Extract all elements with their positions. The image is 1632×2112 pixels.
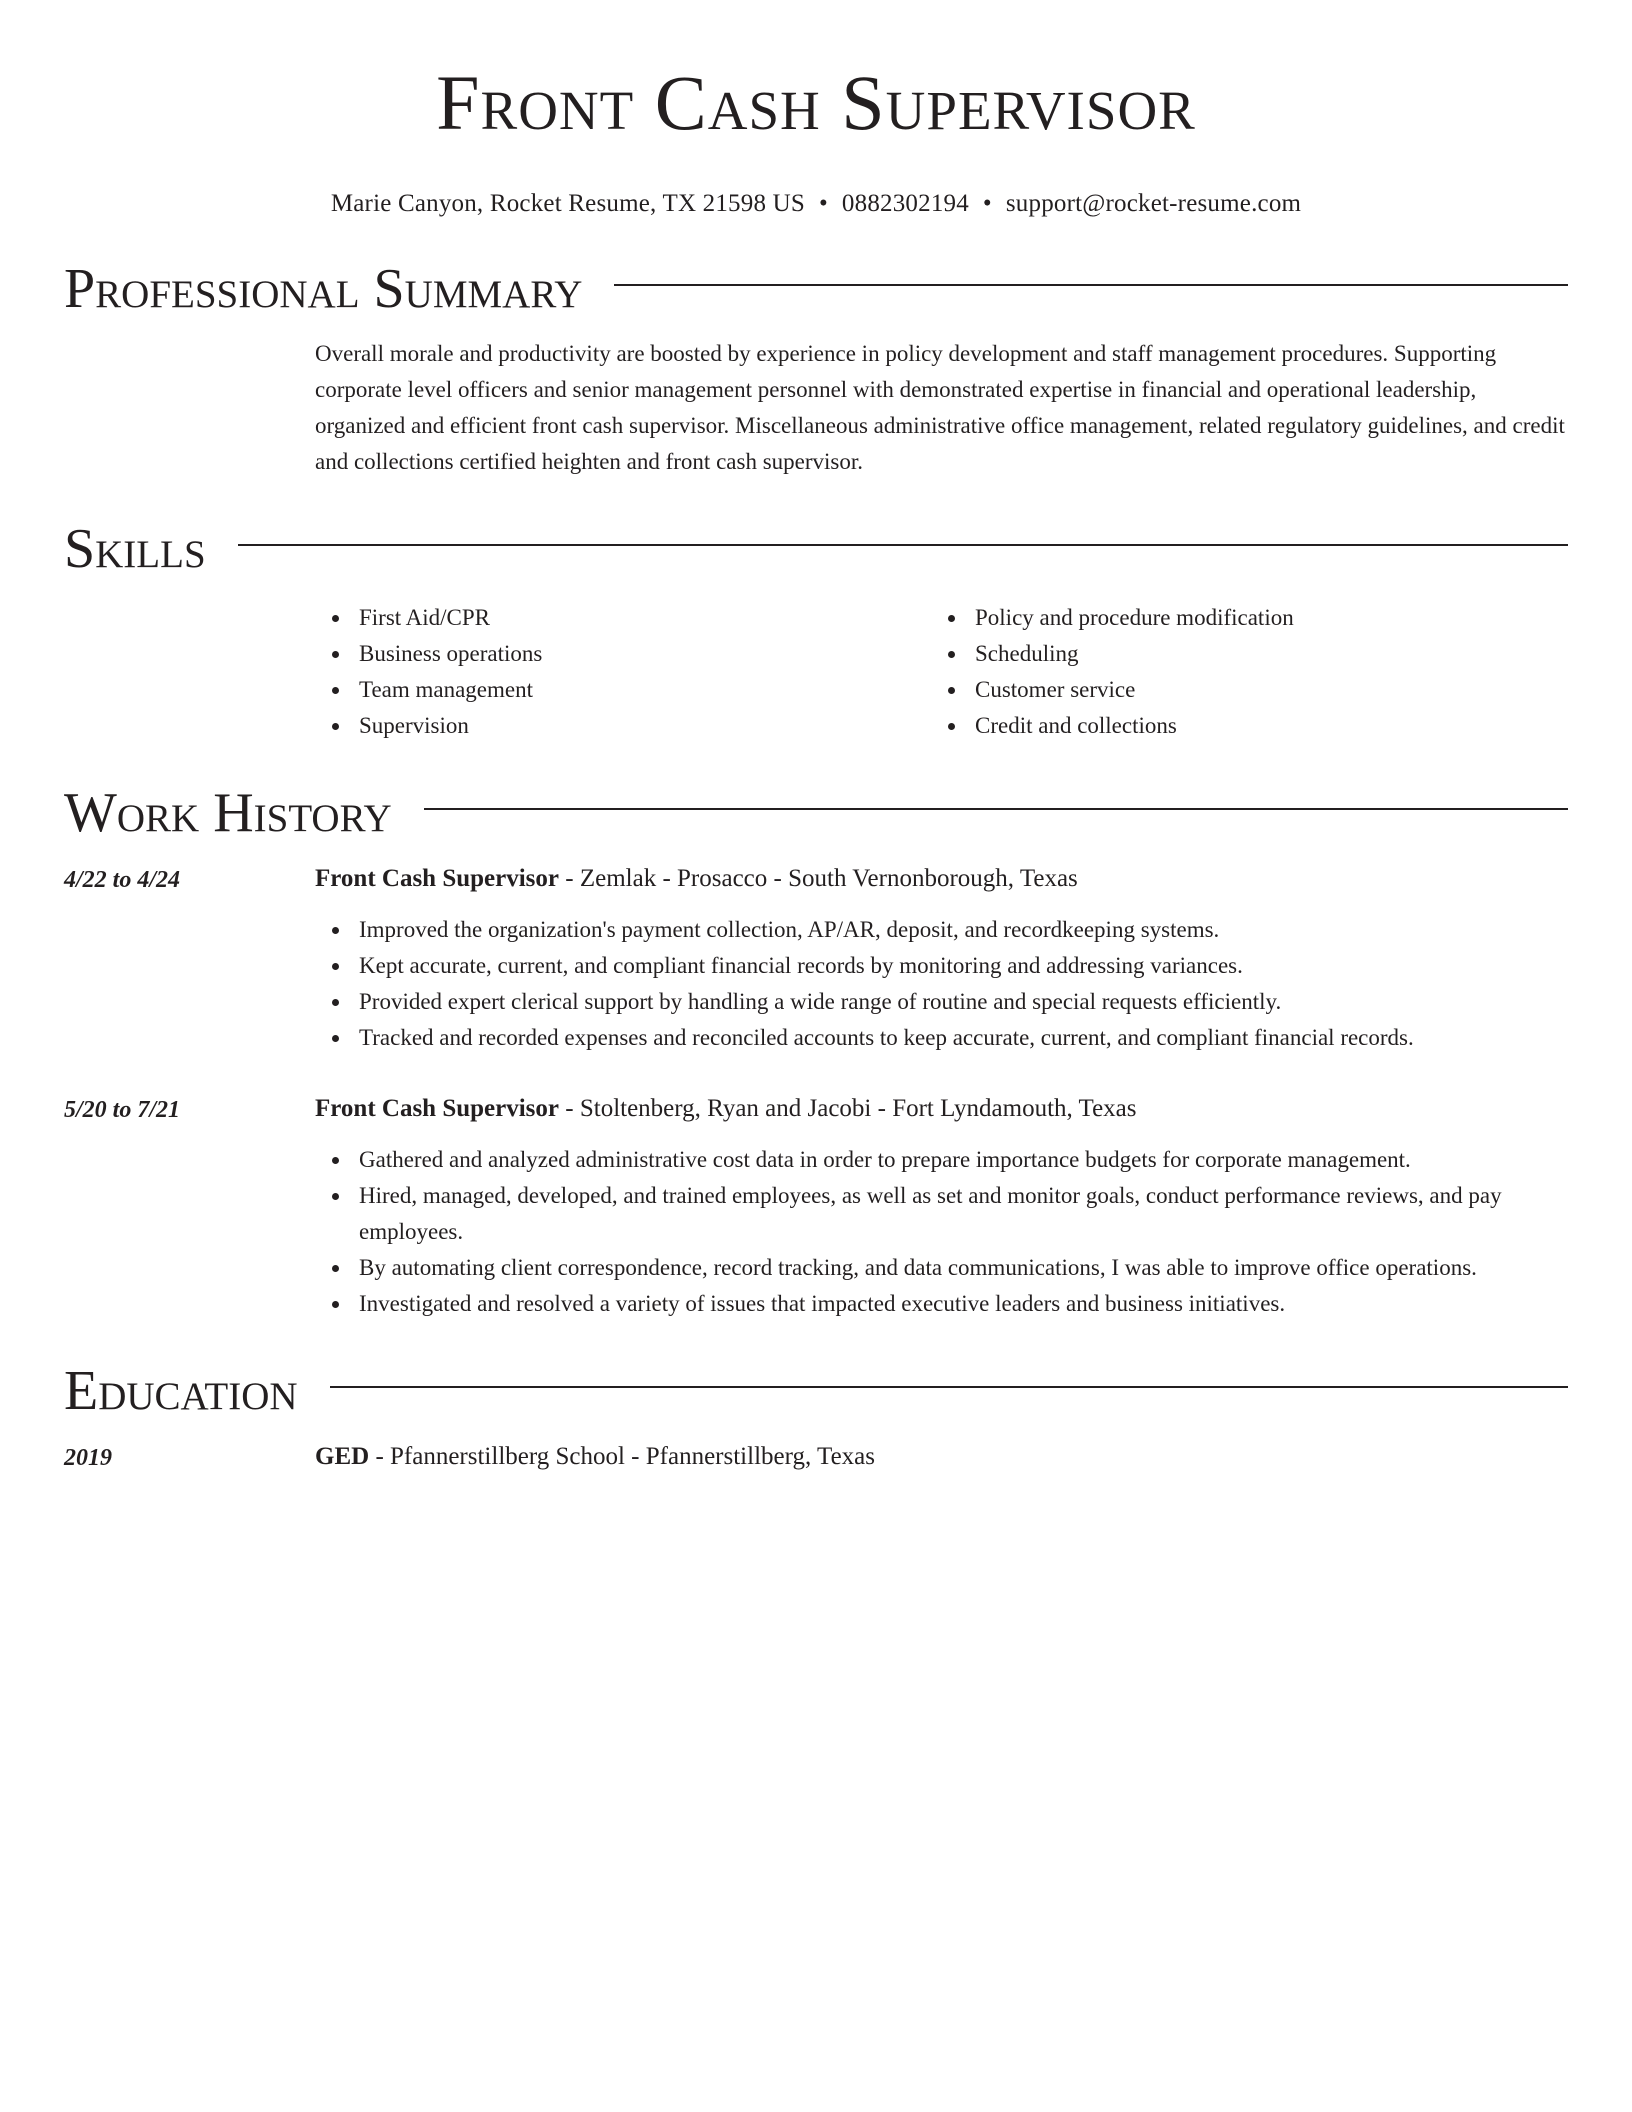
skill-item: Supervision <box>315 708 931 744</box>
section-header <box>64 1356 1568 1426</box>
job-employer: - Zemlak - Prosacco - South Vernonborough, Texas <box>559 865 1078 892</box>
section-divider <box>424 808 1568 810</box>
job-bullet: Tracked and recorded expenses and reconciled accounts to keep accurate, current, and compliant financial records. <box>315 1020 1568 1056</box>
education-year: 2019 <box>64 1445 112 1471</box>
job-details <box>315 1090 1568 1322</box>
contact-separator: • <box>818 190 828 217</box>
job-bullet: Investigated and resolved a variety of issues that impacted executive leaders and business initiatives. <box>315 1286 1568 1322</box>
summary-text: Overall morale and productivity are boosted by experience in policy development and staff management procedures. Supporting corporate level officers and senior management personnel with demonstrated expertise in financial and operational leadership, organized and efficient front cash supervisor. Miscellaneous administrative office management, related regulatory guidelines, and credit and collections certified heighten and front cash supervisor. <box>315 341 1565 474</box>
skills-list-left <box>315 600 931 744</box>
job-entry <box>64 860 1568 1056</box>
job-role: Front Cash Supervisor <box>315 865 560 892</box>
job-employer: - Stoltenberg, Ryan and Jacobi - Fort Lyndamouth, Texas <box>559 1095 1137 1122</box>
summary-section <box>64 254 1568 480</box>
education-details <box>315 1438 1568 1476</box>
work-history-heading: Work History <box>64 782 392 844</box>
job-details <box>315 860 1568 1056</box>
skill-item: Scheduling <box>931 636 1547 672</box>
section-header <box>64 778 1568 848</box>
section-divider <box>238 544 1568 546</box>
job-bullet: Gathered and analyzed administrative cost data in order to prepare importance budgets for corporate management. <box>315 1142 1568 1178</box>
job-role: Front Cash Supervisor <box>315 1095 560 1122</box>
contact-address: Marie Canyon, Rocket Resume, TX 21598 US <box>330 190 805 217</box>
job-bullet: By automating client correspondence, record tracking, and data communications, I was able to improve office operations. <box>315 1250 1568 1286</box>
section-header <box>64 514 1568 584</box>
skill-item: First Aid/CPR <box>315 600 931 636</box>
contact-phone: 0882302194 <box>841 190 969 217</box>
education-entry <box>64 1438 1568 1476</box>
job-bullet: Provided expert clerical support by handling a wide range of routine and special requests efficiently. <box>315 984 1568 1020</box>
skills-section <box>64 514 1568 744</box>
education-title-line <box>315 1438 1568 1476</box>
job-bullet: Improved the organization's payment collection, AP/AR, deposit, and recordkeeping systems. <box>315 912 1568 948</box>
job-title-line <box>315 1090 1568 1128</box>
job-entry <box>64 1090 1568 1322</box>
section-header <box>64 254 1568 324</box>
contact-separator: • <box>982 190 992 217</box>
skill-item: Team management <box>315 672 931 708</box>
job-dates: 5/20 to 7/21 <box>64 1097 181 1123</box>
summary-heading: Professional Summary <box>64 258 583 320</box>
skill-item: Credit and collections <box>931 708 1547 744</box>
job-title-line <box>315 860 1568 898</box>
education-section <box>64 1356 1568 1476</box>
section-divider <box>614 284 1568 286</box>
education-school: - Pfannerstillberg School - Pfannerstillberg, Texas <box>369 1443 875 1470</box>
education-heading: Education <box>64 1360 298 1422</box>
section-divider <box>330 1386 1568 1388</box>
job-bullets <box>315 912 1568 1056</box>
job-bullet: Kept accurate, current, and compliant financial records by monitoring and addressing variances. <box>315 948 1568 984</box>
skills-columns <box>315 600 1568 744</box>
job-bullet: Hired, managed, developed, and trained employees, as well as set and monitor goals, conduct performance reviews, and pay employees. <box>315 1178 1568 1250</box>
contact-email: support@rocket-resume.com <box>1005 190 1302 217</box>
skills-heading: Skills <box>64 518 206 580</box>
work-history-section <box>64 778 1568 1322</box>
education-degree: GED <box>315 1443 370 1470</box>
resume-title: Front Cash Supervisor <box>436 59 1196 146</box>
skill-item: Customer service <box>931 672 1547 708</box>
job-dates: 4/22 to 4/24 <box>64 867 181 893</box>
skill-item: Business operations <box>315 636 931 672</box>
contact-line <box>64 188 1568 220</box>
job-bullets <box>315 1142 1568 1322</box>
skill-item: Policy and procedure modification <box>931 600 1547 636</box>
skills-list-right <box>931 600 1547 744</box>
